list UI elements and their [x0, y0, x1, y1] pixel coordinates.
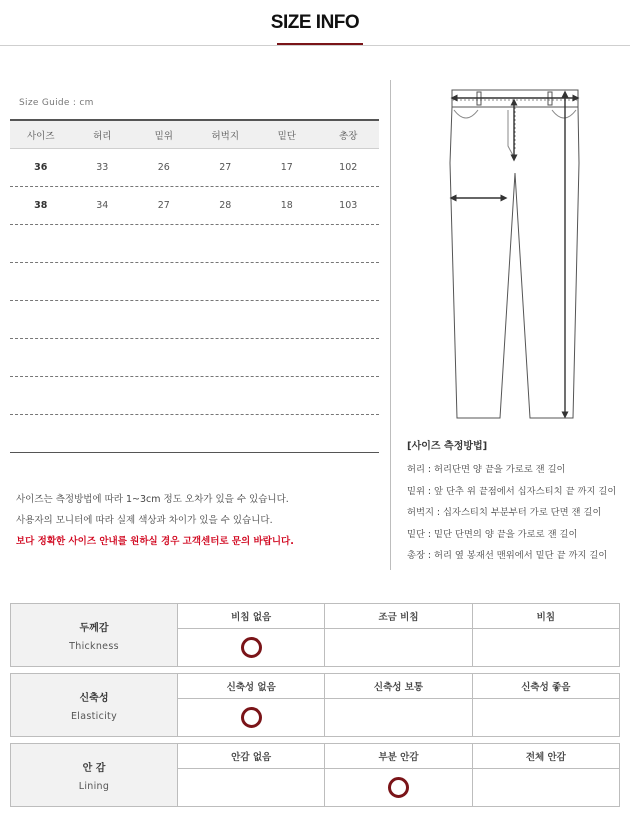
attr-name-ko: 신축성	[79, 692, 109, 704]
thickness-block	[10, 603, 620, 667]
measure-item: 밑위 : 앞 단추 위 끝점에서 십자스티치 끝 까지 길이	[407, 485, 617, 497]
option-cell	[178, 699, 324, 736]
option-cell	[473, 699, 619, 736]
table-cell: 27	[157, 200, 170, 211]
attr-label	[11, 604, 178, 666]
measure-title: [사이즈 측정방법]	[407, 441, 488, 452]
selected-circle-icon	[241, 707, 262, 728]
attr-name-ko: 두께감	[79, 622, 109, 634]
attr-label	[11, 674, 178, 736]
table-cell: 27	[219, 162, 232, 173]
column-header: 밑위	[154, 130, 173, 142]
attr-option	[325, 674, 472, 736]
table-cell: 34	[96, 200, 109, 211]
measure-item: 허벅지 : 십자스티치 부분부터 가로 단면 잰 길이	[407, 507, 602, 518]
table-cell: 26	[157, 162, 170, 173]
table-cell: 38	[34, 200, 48, 211]
option-cell	[178, 769, 324, 806]
size-notes	[16, 489, 294, 552]
table-cell: 17	[280, 162, 293, 173]
section-divider	[390, 80, 391, 570]
attr-options	[178, 604, 619, 666]
attr-option	[178, 744, 325, 806]
option-label: 비침 없음	[178, 604, 324, 629]
attr-options	[178, 674, 619, 736]
elasticity-block	[10, 673, 620, 737]
table-cell: 36	[34, 162, 48, 173]
lining-block	[10, 743, 620, 807]
option-label: 조금 비침	[325, 604, 471, 629]
table-cell: 102	[339, 162, 358, 173]
size-table-header	[10, 119, 379, 149]
title-rule	[0, 45, 630, 46]
size-table	[10, 119, 379, 415]
column-header: 사이즈	[26, 130, 55, 142]
table-cell: 18	[280, 200, 293, 211]
table-row	[10, 149, 379, 187]
table-cell: 33	[96, 162, 109, 173]
page-title: SIZE INFO	[270, 12, 360, 33]
attr-option	[178, 674, 325, 736]
option-label: 부분 안감	[325, 744, 471, 769]
note-line: 사용자의 모니터에 따라 실제 색상과 차이가 있을 수 있습니다.	[16, 515, 273, 526]
table-row	[10, 187, 379, 225]
option-label: 신축성 보통	[325, 674, 471, 699]
table-row	[10, 339, 379, 377]
table-cell: 103	[339, 200, 358, 211]
table-row	[10, 263, 379, 301]
attr-label	[11, 744, 178, 806]
attr-option	[325, 744, 472, 806]
option-label: 신축성 좋음	[473, 674, 619, 699]
table-row	[10, 225, 379, 263]
column-header: 총장	[339, 130, 358, 142]
attr-name-ko: 안 감	[82, 762, 106, 774]
option-cell	[325, 769, 471, 806]
option-label: 신축성 없음	[178, 674, 324, 699]
option-label: 비침	[473, 604, 619, 629]
attr-name-en: Lining	[78, 780, 110, 792]
option-cell	[473, 769, 619, 806]
measure-item: 허리 : 허리단면 양 끝을 가로로 잰 길이	[407, 464, 566, 475]
table-cell: 28	[219, 200, 232, 211]
table-row	[10, 377, 379, 415]
option-cell	[178, 629, 324, 666]
pants-measurement-diagram	[444, 88, 594, 424]
option-cell	[473, 629, 619, 666]
option-label: 안감 없음	[178, 744, 324, 769]
option-cell	[325, 629, 471, 666]
column-header: 허벅지	[211, 130, 240, 142]
note-highlight: 보다 정확한 사이즈 안내를 원하실 경우 고객센터로 문의 바랍니다.	[16, 536, 294, 547]
column-header: 밑단	[277, 130, 296, 142]
note-line: 사이즈는 측정방법에 따라 1~3cm 정도 오차가 있을 수 있습니다.	[16, 494, 289, 505]
attr-option	[473, 744, 619, 806]
option-cell	[325, 699, 471, 736]
size-guide-label: Size Guide : cm	[19, 98, 94, 108]
selected-circle-icon	[241, 637, 262, 658]
attr-options	[178, 744, 619, 806]
attr-name-en: Elasticity	[71, 710, 117, 722]
measure-list	[407, 459, 616, 567]
attr-option	[325, 604, 472, 666]
option-label: 전체 안감	[473, 744, 619, 769]
table-row	[10, 301, 379, 339]
attr-name-en: Thickness	[69, 640, 119, 652]
attr-option	[473, 674, 619, 736]
selected-circle-icon	[388, 777, 409, 798]
measure-item: 밑단 : 밑단 단면의 양 끝을 가로로 잰 길이	[407, 528, 578, 540]
column-header: 허리	[93, 130, 112, 142]
attr-option	[473, 604, 619, 666]
attr-option	[178, 604, 325, 666]
measure-item: 총장 : 허리 옆 봉재선 맨위에서 밑단 끝 까지 길이	[407, 550, 608, 561]
size-table-bottom-rule	[10, 452, 379, 453]
